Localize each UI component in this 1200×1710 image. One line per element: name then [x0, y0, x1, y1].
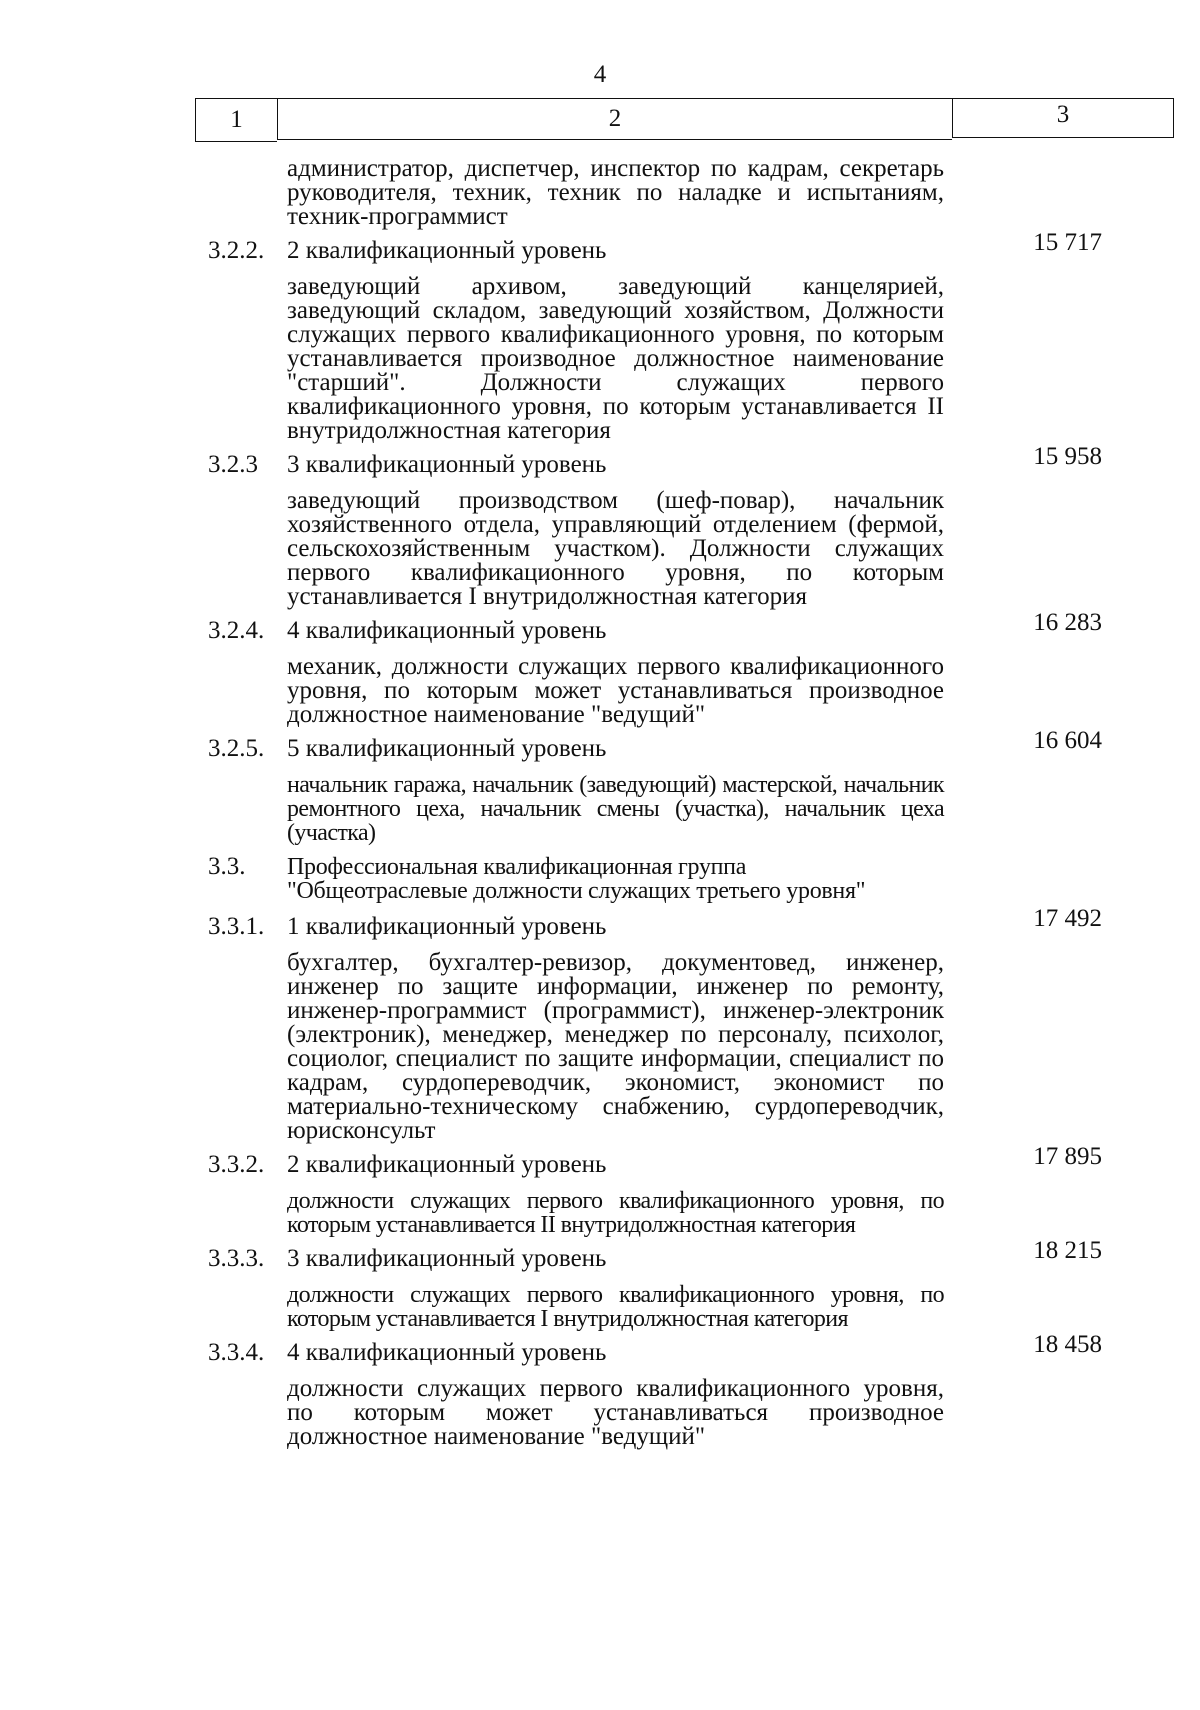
row-title: 3 квалификационный уровень: [287, 1245, 607, 1272]
row-code: 3.3.3.: [208, 1245, 265, 1272]
row-title: 2 квалификационный уровень: [287, 1151, 607, 1178]
row-code: 3.2.4.: [208, 617, 265, 644]
row-code: 3.3.4.: [208, 1339, 265, 1366]
table-row: [0, 905, 1200, 941]
group-code: 3.3.: [208, 853, 246, 880]
row-value: 17 895: [1033, 1143, 1102, 1170]
header-col-1: 1: [195, 98, 277, 142]
row-value: 15 958: [1033, 443, 1102, 470]
row-value: 18 458: [1033, 1331, 1102, 1358]
row-title: 2 квалификационный уровень: [287, 237, 607, 264]
row-title: 4 квалификационный уровень: [287, 1339, 607, 1366]
table-header: [195, 98, 1174, 142]
table-row: [0, 727, 1200, 763]
row-title: 5 квалификационный уровень: [287, 735, 607, 762]
group-title-line-2: "Общеотраслевые должности служащих третьего уровня": [287, 878, 866, 904]
row-description: заведующий архивом, заведующий канцелярией, заведующий складом, заведующий хозяйством, Должности служащих первого квалификационного уровня, по которым устанавливается производное должностное наименование "старший". Должности служащих первого квалификационного уровня, по которым устанавливается II внутридолжностная категория: [287, 273, 944, 444]
table-row: [0, 609, 1200, 645]
intro-description: администратор, диспетчер, инспектор по кадрам, секретарь руководителя, техник, техник по наладке и испытаниям, техник-программист: [287, 155, 944, 230]
table-row: [0, 443, 1200, 479]
row-description: начальник гаража, начальник (заведующий) мастерской, начальник ремонтного цеха, начальник смены (участка), начальник цеха (участка): [287, 772, 944, 846]
table-row: [0, 1331, 1200, 1367]
row-description: должности служащих первого квалификационного уровня, по которым устанавливается II внутридолжностная категория: [287, 1188, 944, 1238]
row-value: 18 215: [1033, 1237, 1102, 1264]
row-code: 3.2.2.: [208, 237, 265, 264]
row-code: 3.2.5.: [208, 735, 265, 762]
row-code: 3.3.2.: [208, 1151, 265, 1178]
table-body: [0, 157, 1200, 1449]
header-col-2: 2: [277, 98, 952, 140]
group-row: [0, 855, 1200, 905]
row-value: 15 717: [1033, 229, 1102, 256]
row-code: 3.3.1.: [208, 913, 265, 940]
row-title: 3 квалификационный уровень: [287, 451, 607, 478]
row-description: должности служащих первого квалификационного уровня, по которым может устанавливаться производное должностное наименование "ведущий": [287, 1375, 944, 1450]
page-number: 4: [593, 61, 607, 88]
row-value: 17 492: [1033, 905, 1102, 932]
row-description: должности служащих первого квалификационного уровня, по которым устанавливается I внутридолжностная категория: [287, 1282, 944, 1332]
row-description: механик, должности служащих первого квалификационного уровня, по которым может устанавливаться производное должностное наименование "ведущий": [287, 653, 944, 728]
group-title: [287, 855, 957, 903]
table-row: [0, 1237, 1200, 1273]
row-code: 3.2.3: [208, 451, 258, 478]
row-description: заведующий производством (шеф-повар), начальник хозяйственного отдела, управляющий отделением (фермой, сельскохозяйственным участком). Должности служащих первого квалификационного уровня, по которым устанавливается I внутридолжностная категория: [287, 487, 944, 610]
row-title: 4 квалификационный уровень: [287, 617, 607, 644]
group-title-line-1: Профессиональная квалификационная группа: [287, 854, 747, 880]
header-col-3: 3: [952, 98, 1174, 138]
row-value: 16 283: [1033, 609, 1102, 636]
table-row: [0, 1143, 1200, 1179]
row-value: 16 604: [1033, 727, 1102, 754]
row-title: 1 квалификационный уровень: [287, 913, 607, 940]
table-row: [0, 229, 1200, 265]
row-description: бухгалтер, бухгалтер-ревизор, документовед, инженер, инженер по защите информации, инженер по ремонту, инженер-программист (программист), инженер-электроник (электроник), менеджер, менеджер по персоналу, психолог, социолог, специалист по защите информации, специалист по кадрам, сурдопереводчик, экономист, экономист по материально-техническому снабжению, сурдопереводчик, юрисконсульт: [287, 949, 944, 1144]
